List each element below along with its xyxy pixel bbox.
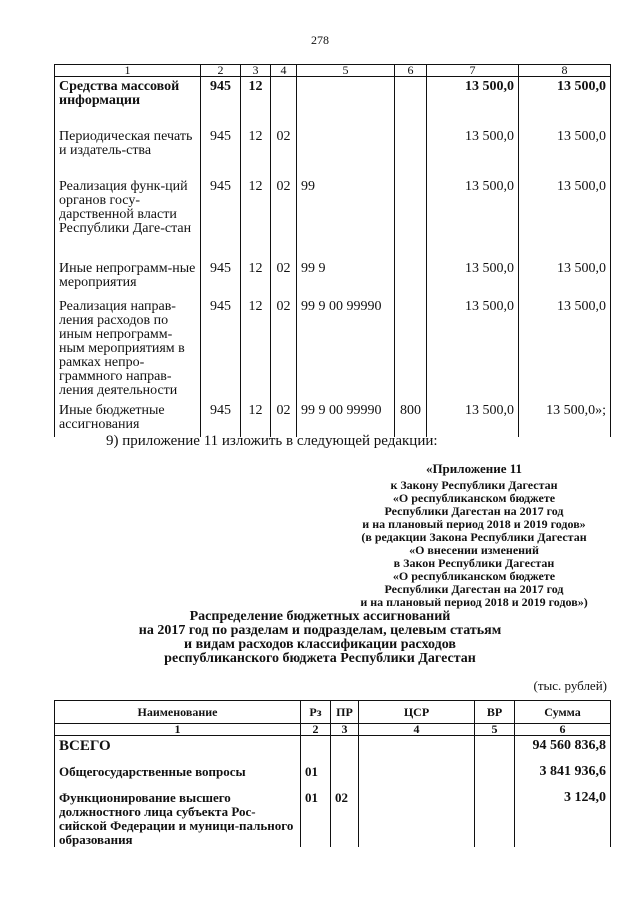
table-row [55,297,611,401]
cell-vr [395,259,427,297]
cell-pr: 02 [271,401,297,437]
cell-pr: 02 [271,297,297,401]
cell-sum-2017: 13 500,0 [427,127,519,177]
cell-gr: 945 [201,127,241,177]
row-name: Периодическая печать и издатель-ства [55,127,201,177]
cell-sum: 13 500,0 [519,177,611,259]
appendix-line: и на плановый период 2018 и 2019 годов») [360,595,588,609]
cell-csr [297,127,395,177]
cell-sum: 3 841 936,6 [515,762,611,788]
title-line: республиканского бюджета Республики Дагестан [164,651,476,666]
page-number: 278 [311,33,329,47]
cell-csr: 99 9 00 99990 [297,297,395,401]
col-number: 4 [359,724,475,736]
cell-vr [395,297,427,401]
cell-gr: 945 [201,297,241,401]
cell-sum-2017: 13 500,0 [427,259,519,297]
cell-sum-2017: 13 500,0 [427,297,519,401]
cell-gr: 945 [201,259,241,297]
title-line: Распределение бюджетных ассигнований [189,609,451,624]
cell-gr: 945 [201,401,241,437]
cell-sum-2017: 13 500,0 [427,401,519,437]
cell-csr [359,788,475,847]
cell-rz: 12 [241,297,271,401]
col-number: 6 [515,724,611,736]
amendment-paragraph: 9) приложение 11 изложить в следующей редакции: [106,433,438,449]
row-name: Общегосударственные вопросы [55,762,301,788]
title-line: на 2017 год по разделам и подразделам, целевым статьям [138,623,502,638]
cell-vr [395,177,427,259]
header-row [55,701,611,724]
cell-vr: 800 [395,401,427,437]
appendix-line: (в редакции Закона Республики Дагестан [361,530,587,544]
header-name: Наименование [55,701,301,724]
cell-pr: 02 [271,127,297,177]
cell-vr [475,736,515,762]
cell-pr: 02 [271,177,297,259]
cell-vr [475,762,515,788]
row-name: Иные непрограмм-ные мероприятия [55,259,201,297]
col-number: 3 [331,724,359,736]
cell-sum: 13 500,0 [519,297,611,401]
appendix-line: и на плановый период 2018 и 2019 годов» [362,517,586,531]
table-row [55,127,611,177]
cell-sum-2017: 13 500,0 [427,177,519,259]
units-label: (тыс. рублей) [533,678,607,693]
col-number: 1 [55,724,301,736]
budget-distribution-table [54,700,611,847]
cell-pr: 02 [271,259,297,297]
header-vr: ВР [475,701,515,724]
cell-rz: 01 [301,788,331,847]
col-number: 2 [301,724,331,736]
document-title [90,610,550,666]
row-name: Реализация направ-ления расходов по иным непрограмм-ным мероприятиям в рамках непро-граммного направ-ления деятельности [55,297,201,401]
cell-pr [331,736,359,762]
appendix-header [340,462,608,609]
cell-sum: 13 500,0 [519,127,611,177]
header-pr: ПР [331,701,359,724]
col-number: 1 [55,65,201,77]
cell-rz: 12 [241,401,271,437]
table-row [55,788,611,847]
cell-sum: 13 500,0 [519,259,611,297]
col-number: 7 [427,65,519,77]
appendix-line: Республики Дагестан на 2017 год [384,504,564,518]
table-row [55,177,611,259]
cell-gr: 945 [201,77,241,127]
cell-rz: 12 [241,259,271,297]
row-name: ВСЕГО [55,736,301,762]
appendix-line: Республики Дагестан на 2017 год [384,582,564,596]
column-number-row [55,724,611,736]
col-number: 8 [519,65,611,77]
cell-csr [297,77,395,127]
table-row [55,401,611,437]
cell-sum: 13 500,0»; [519,401,611,437]
col-number: 5 [297,65,395,77]
row-name: Функционирование высшего должностного лица субъекта Рос-сийской Федерации и муници-пального образования [55,788,301,847]
appendix-line: к Закону Республики Дагестан [390,478,558,492]
cell-sum-2017: 13 500,0 [427,77,519,127]
budget-table-continuation [54,64,611,437]
cell-pr: 02 [331,788,359,847]
cell-vr [395,77,427,127]
table-row [55,762,611,788]
appendix-line: «О республиканском бюджете [392,491,556,505]
cell-csr: 99 9 00 99990 [297,401,395,437]
row-name: Иные бюджетные ассигнования [55,401,201,437]
col-number: 3 [241,65,271,77]
cell-vr [475,788,515,847]
cell-sum: 13 500,0 [519,77,611,127]
cell-pr [271,77,297,127]
cell-rz: 12 [241,177,271,259]
cell-sum: 94 560 836,8 [515,736,611,762]
header-sum: Сумма [515,701,611,724]
title-line: и видам расходов классификации расходов [184,637,456,652]
row-name: Реализация функ-ций органов госу-дарственной власти Республики Даге-стан [55,177,201,259]
cell-sum: 3 124,0 [515,788,611,847]
col-number: 6 [395,65,427,77]
col-number: 2 [201,65,241,77]
table-row [55,736,611,762]
appendix-line: «О республиканском бюджете [392,569,556,583]
cell-rz: 01 [301,762,331,788]
header-csr: ЦСР [359,701,475,724]
cell-csr [359,762,475,788]
col-number: 5 [475,724,515,736]
appendix-line: «О внесении изменений [409,543,539,557]
cell-rz: 12 [241,127,271,177]
appendix-line: в Закон Республики Дагестан [393,556,555,570]
table-row [55,259,611,297]
cell-csr [359,736,475,762]
cell-csr: 99 9 [297,259,395,297]
appendix-title: «Приложение 11 [425,461,523,476]
cell-rz: 12 [241,77,271,127]
cell-csr: 99 [297,177,395,259]
row-name: Средства массовой информации [55,77,201,127]
table-row [55,77,611,127]
cell-pr [331,762,359,788]
cell-rz [301,736,331,762]
column-number-row [55,65,611,77]
cell-gr: 945 [201,177,241,259]
cell-vr [395,127,427,177]
col-number: 4 [271,65,297,77]
header-rz: Рз [301,701,331,724]
